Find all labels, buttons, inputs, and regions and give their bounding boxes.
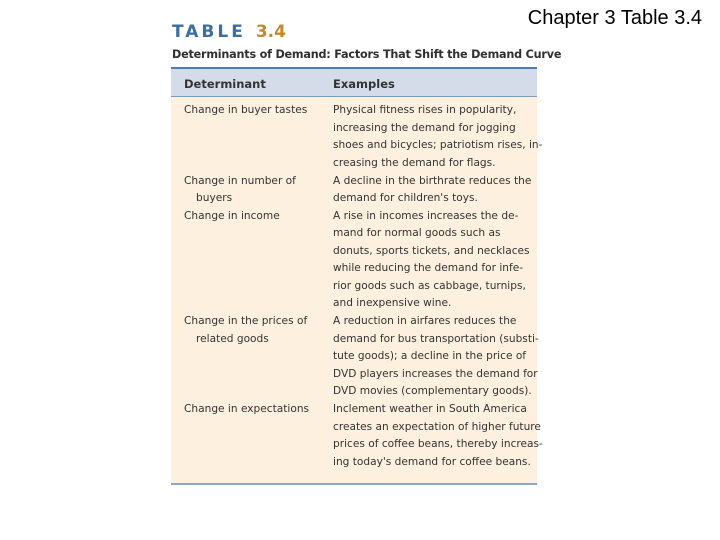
cell-line: demand for children's toys. [333,192,478,205]
cell-line: related goods [196,332,269,345]
cell-line: DVD movies (complementary goods). [333,385,532,398]
cell-line: Change in income [184,209,280,222]
cell-line: A rise in incomes increases the de- [333,209,519,222]
cell-line: creates an expectation of higher future [333,420,541,433]
cell-line: A decline in the birthrate reduces the [333,174,532,187]
table-label-word: TABLE [172,22,246,42]
cell-line: demand for bus transportation (substi- [333,332,539,345]
cell-line: creasing the demand for flags. [333,156,496,169]
determinant-cell [184,208,324,226]
cell-line: donuts, sports tickets, and necklaces [333,244,530,257]
table-number: 3.4 [255,22,286,42]
cell-line: Inclement weather in South America [333,403,527,415]
cell-line: Change in number of [184,174,296,187]
cell-line: mand for normal goods such as [333,227,501,240]
cell-line: shoes and bicycles; patriotism rises, in- [333,139,543,152]
determinants-table [171,67,543,485]
cell-line: and inexpensive wine. [333,297,452,310]
determinant-cell [184,313,324,348]
cell-line: Change in expectations [184,403,310,415]
determinant-cell [184,102,324,120]
examples-cell [333,102,543,172]
header-determinant: Determinant [184,77,266,91]
cell-line: buyers [196,192,233,205]
cell-line: DVD players increases the demand for [333,367,538,380]
cell-line: ing today's demand for coffee beans. [333,455,531,468]
examples-cell [333,313,539,401]
header-examples: Examples [333,77,395,91]
table-label [172,22,286,42]
cell-line: increasing the demand for jogging [333,121,516,134]
examples-cell [333,401,543,471]
cell-line: tute goods); a decline in the price of [333,350,527,363]
cell-line: while reducing the demand for infe- [333,262,524,275]
cell-line: Physical fitness rises in popularity, [333,104,517,116]
cell-line: Change in the prices of [184,315,308,327]
table-caption: Determinants of Demand: Factors That Shift the Demand Curve [172,48,562,61]
cell-line: prices of coffee beans, thereby increas- [333,438,543,451]
cell-line: Change in buyer tastes [184,104,308,116]
cell-line: A reduction in airfares reduces the [333,315,517,327]
examples-cell [333,208,533,314]
determinant-cell [184,173,324,208]
examples-cell [333,173,533,208]
determinant-cell [184,401,324,419]
table-header [171,69,537,97]
slide-title: Chapter 3 Table 3.4 [527,7,702,29]
cell-line: rior goods such as cabbage, turnips, [333,279,526,292]
